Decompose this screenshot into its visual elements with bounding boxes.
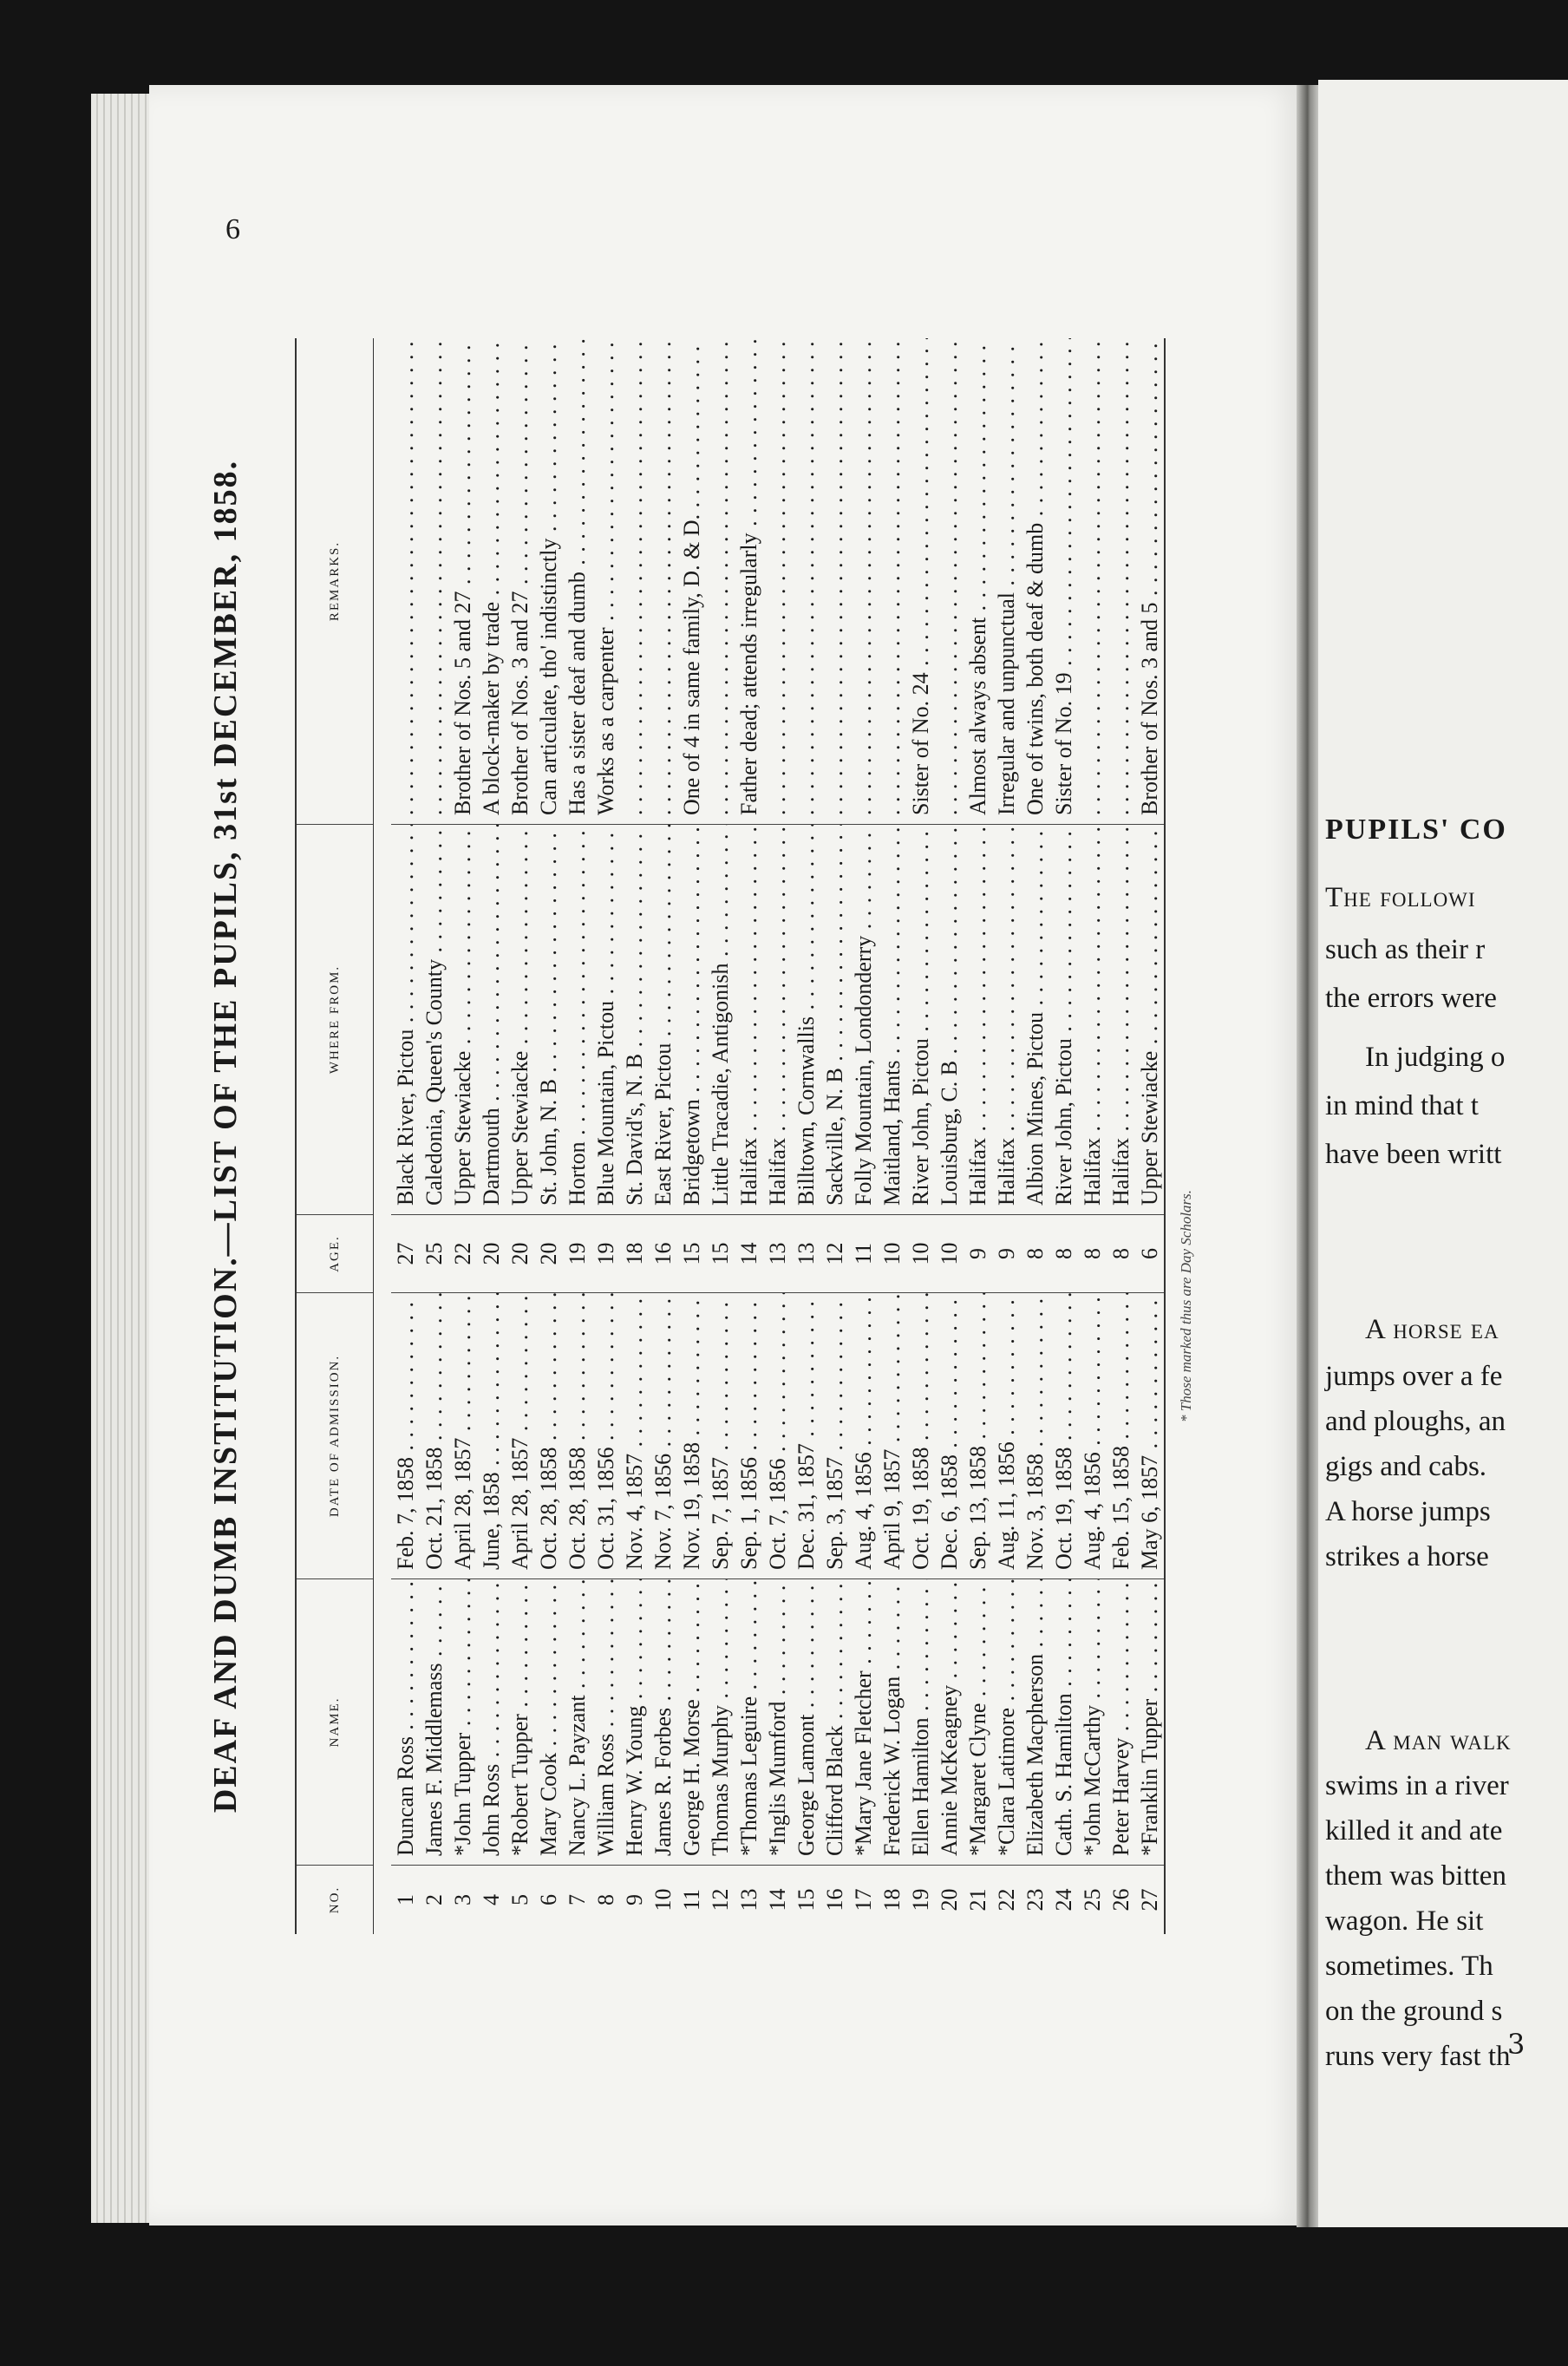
cell-date: Nov. 3, 1858 . . . bbox=[1021, 1292, 1049, 1578]
cell-date: Aug. 4, 1856 . . . bbox=[849, 1292, 878, 1578]
cell-date: Oct. 19, 1858 . . . bbox=[906, 1292, 935, 1578]
body-text-line: in mind that t bbox=[1325, 1090, 1479, 1121]
table-row bbox=[477, 338, 506, 1934]
cell-name: *Inglis Mumford . . . bbox=[763, 1578, 792, 1865]
body-text-line: A horse ea bbox=[1365, 1314, 1499, 1345]
cell-date: April 9, 1857 . . . bbox=[878, 1292, 906, 1578]
table-body bbox=[374, 338, 1164, 1934]
cell-no: 27 bbox=[1135, 1865, 1164, 1934]
cell-from: River John, Pictou . . . bbox=[1049, 824, 1078, 1214]
cell-age: 10 bbox=[935, 1214, 964, 1292]
body-text-line: A man walk bbox=[1365, 1725, 1512, 1756]
cell-name: John Ross . . . bbox=[477, 1578, 506, 1865]
cell-remarks: Father dead; attends irregularly . . . bbox=[735, 338, 763, 824]
body-text-line: swims in a river bbox=[1325, 1770, 1509, 1801]
cell-no: 16 bbox=[820, 1865, 849, 1934]
cell-remarks: Has a sister deaf and dumb . . . bbox=[563, 338, 591, 824]
cell-remarks bbox=[792, 338, 820, 824]
cell-date: Dec. 6, 1858 . . . bbox=[935, 1292, 964, 1578]
cell-date: Sep. 3, 1857 . . . bbox=[820, 1292, 849, 1578]
footnote: * Those marked thus are Day Scholars. bbox=[1178, 1189, 1194, 1422]
table-header bbox=[297, 338, 374, 1934]
body-text-line: wagon. He sit bbox=[1325, 1905, 1484, 1937]
table-row bbox=[906, 338, 935, 1934]
cell-remarks: Almost always absent . . . bbox=[964, 338, 992, 824]
cell-no: 14 bbox=[763, 1865, 792, 1934]
cell-remarks bbox=[1107, 338, 1135, 824]
table-row bbox=[735, 338, 763, 1934]
body-text-line: gigs and cabs. bbox=[1325, 1451, 1487, 1482]
table-row bbox=[649, 338, 677, 1934]
cell-no: 6 bbox=[534, 1865, 563, 1934]
cell-remarks: Sister of No. 24 . . . bbox=[906, 338, 935, 824]
cell-remarks: Brother of Nos. 3 and 5 . . . bbox=[1135, 338, 1164, 824]
cell-age: 10 bbox=[878, 1214, 906, 1292]
table-row bbox=[964, 338, 992, 1934]
cell-age: 11 bbox=[849, 1214, 878, 1292]
pupil-list-table-rotated bbox=[182, 208, 1205, 1943]
cell-remarks bbox=[620, 338, 649, 824]
right-page-heading: PUPILS' CO bbox=[1325, 814, 1507, 846]
cell-remarks bbox=[649, 338, 677, 824]
cell-age: 9 bbox=[964, 1214, 992, 1292]
cell-from: St. David's, N. B . . . bbox=[620, 824, 649, 1214]
cell-no: 1 bbox=[391, 1865, 420, 1934]
body-text-line: and ploughs, an bbox=[1325, 1406, 1506, 1437]
cell-no: 8 bbox=[591, 1865, 620, 1934]
table-row bbox=[849, 338, 878, 1934]
cell-no: 25 bbox=[1078, 1865, 1107, 1934]
cell-from: East River, Pictou . . . bbox=[649, 824, 677, 1214]
cell-no: 12 bbox=[706, 1865, 735, 1934]
header-name: NAME. bbox=[297, 1578, 373, 1865]
cell-from: Horton . . . bbox=[563, 824, 591, 1214]
cell-age: 8 bbox=[1078, 1214, 1107, 1292]
header-where-from: WHERE FROM. bbox=[297, 824, 373, 1214]
cell-age: 8 bbox=[1107, 1214, 1135, 1292]
cell-date: Sep. 1, 1856 . . . bbox=[735, 1292, 763, 1578]
cell-age: 19 bbox=[563, 1214, 591, 1292]
cell-from: Halifax . . . bbox=[992, 824, 1021, 1214]
cell-from: Halifax . . . bbox=[1107, 824, 1135, 1214]
cell-from: Upper Stewiacke . . . bbox=[448, 824, 477, 1214]
cell-age: 20 bbox=[506, 1214, 534, 1292]
body-text-line: such as their r bbox=[1325, 934, 1486, 965]
cell-from: Halifax . . . bbox=[1078, 824, 1107, 1214]
cell-from: St. John, N. B . . . bbox=[534, 824, 563, 1214]
cell-age: 8 bbox=[1049, 1214, 1078, 1292]
cell-date: Oct. 21, 1858 . . . bbox=[420, 1292, 448, 1578]
cell-name: William Ross . . . bbox=[591, 1578, 620, 1865]
cell-name: Frederick W. Logan . . . bbox=[878, 1578, 906, 1865]
cell-name: Peter Harvey . . . bbox=[1107, 1578, 1135, 1865]
cell-remarks bbox=[1078, 338, 1107, 824]
right-page bbox=[1318, 80, 1568, 2227]
table-row bbox=[1049, 338, 1078, 1934]
cell-no: 7 bbox=[563, 1865, 591, 1934]
cell-date: Aug. 11, 1856 . . . bbox=[992, 1292, 1021, 1578]
body-text-line: runs very fast th bbox=[1325, 2041, 1511, 2072]
cell-name: Cath. S. Hamilton . . . bbox=[1049, 1578, 1078, 1865]
cell-no: 22 bbox=[992, 1865, 1021, 1934]
header-date: DATE OF ADMISSION. bbox=[297, 1292, 373, 1578]
cell-from: Blue Mountain, Pictou . . . bbox=[591, 824, 620, 1214]
table-row bbox=[391, 338, 420, 1934]
table-row bbox=[935, 338, 964, 1934]
cell-name: *Thomas Leguire . . . bbox=[735, 1578, 763, 1865]
cell-age: 15 bbox=[706, 1214, 735, 1292]
cell-no: 4 bbox=[477, 1865, 506, 1934]
cell-no: 11 bbox=[677, 1865, 706, 1934]
body-text-line: The followi bbox=[1325, 882, 1476, 913]
cell-from: Louisburg, C. B . . . bbox=[935, 824, 964, 1214]
cell-date: Oct. 7, 1856 . . . bbox=[763, 1292, 792, 1578]
table-row bbox=[620, 338, 649, 1934]
cell-remarks bbox=[763, 338, 792, 824]
cell-age: 10 bbox=[906, 1214, 935, 1292]
cell-date: Aug. 4, 1856 . . . bbox=[1078, 1292, 1107, 1578]
table-row bbox=[591, 338, 620, 1934]
cell-age: 9 bbox=[992, 1214, 1021, 1292]
cell-age: 14 bbox=[735, 1214, 763, 1292]
cell-name: Clifford Black . . . bbox=[820, 1578, 849, 1865]
cell-age: 20 bbox=[477, 1214, 506, 1292]
cell-remarks: A block-maker by trade . . . bbox=[477, 338, 506, 824]
cell-name: Nancy L. Payzant . . . bbox=[563, 1578, 591, 1865]
cell-from: Black River, Pictou . . . bbox=[391, 824, 420, 1214]
cell-date: Oct. 28, 1858 . . . bbox=[534, 1292, 563, 1578]
cell-age: 8 bbox=[1021, 1214, 1049, 1292]
cell-remarks bbox=[849, 338, 878, 824]
cell-name: *Robert Tupper . . . bbox=[506, 1578, 534, 1865]
cell-no: 10 bbox=[649, 1865, 677, 1934]
table-row bbox=[506, 338, 534, 1934]
cell-remarks: Brother of Nos. 5 and 27 . . . bbox=[448, 338, 477, 824]
table-row bbox=[1021, 338, 1049, 1934]
cell-remarks: Brother of Nos. 3 and 27 . . . bbox=[506, 338, 534, 824]
cell-age: 13 bbox=[792, 1214, 820, 1292]
cell-remarks: Can articulate, tho' indistinctly . . . bbox=[534, 338, 563, 824]
page-number: 6 bbox=[225, 213, 240, 245]
table-row bbox=[677, 338, 706, 1934]
table-row bbox=[1107, 338, 1135, 1934]
cell-name: Thomas Murphy . . . bbox=[706, 1578, 735, 1865]
cell-name: Henry W. Young . . . bbox=[620, 1578, 649, 1865]
cell-date: Nov. 7, 1856 . . . bbox=[649, 1292, 677, 1578]
cell-no: 26 bbox=[1107, 1865, 1135, 1934]
cell-remarks bbox=[706, 338, 735, 824]
cell-from: Halifax . . . bbox=[964, 824, 992, 1214]
cell-date: Sep. 13, 1858 . . . bbox=[964, 1292, 992, 1578]
cell-name: *Franklin Tupper . . . bbox=[1135, 1578, 1164, 1865]
body-text-line: have been writt bbox=[1325, 1139, 1502, 1170]
cell-name: James F. Middlemass . . . bbox=[420, 1578, 448, 1865]
cell-age: 15 bbox=[677, 1214, 706, 1292]
cell-name: *Mary Jane Fletcher . . . bbox=[849, 1578, 878, 1865]
cell-no: 17 bbox=[849, 1865, 878, 1934]
table-row bbox=[878, 338, 906, 1934]
cell-no: 21 bbox=[964, 1865, 992, 1934]
cell-remarks bbox=[820, 338, 849, 824]
pupil-table bbox=[295, 338, 1166, 1934]
cell-date: Oct. 19, 1858 . . . bbox=[1049, 1292, 1078, 1578]
page-title: DEAF AND DUMB INSTITUTION.—LIST OF THE PUPILS, 31st DECEMBER, 1858. bbox=[207, 459, 244, 1814]
body-text-line: jumps over a fe bbox=[1325, 1361, 1503, 1392]
cell-date: Dec. 31, 1857 . . . bbox=[792, 1292, 820, 1578]
cell-no: 19 bbox=[906, 1865, 935, 1934]
cell-date: May 6, 1857 . . . bbox=[1135, 1292, 1164, 1578]
cell-remarks bbox=[420, 338, 448, 824]
cell-age: 18 bbox=[620, 1214, 649, 1292]
table-row bbox=[706, 338, 735, 1934]
cell-name: George Lamont . . . bbox=[792, 1578, 820, 1865]
cell-no: 18 bbox=[878, 1865, 906, 1934]
table-row bbox=[763, 338, 792, 1934]
cell-name: *John Tupper . . . bbox=[448, 1578, 477, 1865]
cell-no: 13 bbox=[735, 1865, 763, 1934]
header-age: AGE. bbox=[297, 1214, 373, 1292]
cell-date: Nov. 4, 1857 . . . bbox=[620, 1292, 649, 1578]
cell-no: 15 bbox=[792, 1865, 820, 1934]
body-text-line: the errors were bbox=[1325, 983, 1497, 1014]
cell-name: *Margaret Clyne . . . bbox=[964, 1578, 992, 1865]
cell-from: Caledonia, Queen's County . . . bbox=[420, 824, 448, 1214]
cell-date: Oct. 28, 1858 . . . bbox=[563, 1292, 591, 1578]
cell-remarks: Sister of No. 19 . . . bbox=[1049, 338, 1078, 824]
cell-name: *John McCarthy . . . bbox=[1078, 1578, 1107, 1865]
header-no: NO. bbox=[297, 1865, 373, 1934]
cell-remarks: Works as a carpenter . . . bbox=[591, 338, 620, 824]
body-text-line: them was bitten bbox=[1325, 1860, 1506, 1892]
cell-name: Ellen Hamilton . . . bbox=[906, 1578, 935, 1865]
cell-remarks: Irregular and unpunctual . . . bbox=[992, 338, 1021, 824]
cell-from: Folly Mountain, Londonderry . . . bbox=[849, 824, 878, 1214]
cell-date: Feb. 15, 1858 . . . bbox=[1107, 1292, 1135, 1578]
cell-from: Billtown, Cornwallis . . . bbox=[792, 824, 820, 1214]
cell-from: Halifax . . . bbox=[735, 824, 763, 1214]
cell-name: Duncan Ross . . . bbox=[391, 1578, 420, 1865]
cell-name: George H. Morse . . . bbox=[677, 1578, 706, 1865]
cell-date: April 28, 1857 . . . bbox=[506, 1292, 534, 1578]
cell-no: 23 bbox=[1021, 1865, 1049, 1934]
cell-age: 12 bbox=[820, 1214, 849, 1292]
cell-from: River John, Pictou . . . bbox=[906, 824, 935, 1214]
table-row bbox=[420, 338, 448, 1934]
cell-from: Upper Stewiacke . . . bbox=[506, 824, 534, 1214]
cell-from: Upper Stewiacke . . . bbox=[1135, 824, 1164, 1214]
table-row bbox=[534, 338, 563, 1934]
body-text-line: killed it and ate bbox=[1325, 1815, 1503, 1846]
right-page-number: 3 bbox=[1507, 2028, 1526, 2061]
cell-name: James R. Forbes . . . bbox=[649, 1578, 677, 1865]
table-row bbox=[563, 338, 591, 1934]
cell-from: Sackville, N. B . . . bbox=[820, 824, 849, 1214]
cell-no: 5 bbox=[506, 1865, 534, 1934]
table-row bbox=[820, 338, 849, 1934]
cell-from: Bridgetown . . . bbox=[677, 824, 706, 1214]
cell-no: 24 bbox=[1049, 1865, 1078, 1934]
cell-name: *Clara Latimore . . . bbox=[992, 1578, 1021, 1865]
cell-age: 19 bbox=[591, 1214, 620, 1292]
table-row bbox=[448, 338, 477, 1934]
cell-date: Oct. 31, 1856 . . . bbox=[591, 1292, 620, 1578]
cell-date: Nov. 19, 1858 . . . bbox=[677, 1292, 706, 1578]
cell-no: 9 bbox=[620, 1865, 649, 1934]
header-remarks: REMARKS. bbox=[327, 540, 342, 622]
cell-from: Albion Mines, Pictou . . . bbox=[1021, 824, 1049, 1214]
cell-age: 6 bbox=[1135, 1214, 1164, 1292]
cell-age: 25 bbox=[420, 1214, 448, 1292]
cell-age: 16 bbox=[649, 1214, 677, 1292]
cell-no: 20 bbox=[935, 1865, 964, 1934]
body-text-line: A horse jumps bbox=[1325, 1496, 1491, 1527]
cell-remarks bbox=[878, 338, 906, 824]
cell-date: April 28, 1857 . . . bbox=[448, 1292, 477, 1578]
cell-date: Feb. 7, 1858 . . . bbox=[391, 1292, 420, 1578]
cell-name: Mary Cook . . . bbox=[534, 1578, 563, 1865]
cell-name: Annie McKeagney . . . bbox=[935, 1578, 964, 1865]
table-row bbox=[1135, 338, 1164, 1934]
cell-remarks: One of twins, both deaf & dumb . . . bbox=[1021, 338, 1049, 824]
cell-age: 27 bbox=[391, 1214, 420, 1292]
page-edges bbox=[91, 94, 152, 2223]
table-row bbox=[992, 338, 1021, 1934]
cell-age: 13 bbox=[763, 1214, 792, 1292]
cell-name: Elizabeth Macpherson . . . bbox=[1021, 1578, 1049, 1865]
cell-from: Little Tracadie, Antigonish . . . bbox=[706, 824, 735, 1214]
body-text-line: strikes a horse bbox=[1325, 1541, 1489, 1572]
cell-age: 22 bbox=[448, 1214, 477, 1292]
cell-no: 3 bbox=[448, 1865, 477, 1934]
body-text-line: In judging o bbox=[1365, 1042, 1506, 1073]
cell-remarks: One of 4 in same family, D. & D. . . . bbox=[677, 338, 706, 824]
table-row bbox=[792, 338, 820, 1934]
table-row bbox=[1078, 338, 1107, 1934]
cell-from: Dartmouth . . . bbox=[477, 824, 506, 1214]
cell-date: June, 1858 . . . bbox=[477, 1292, 506, 1578]
body-text-line: sometimes. Th bbox=[1325, 1951, 1493, 1982]
cell-remarks bbox=[391, 338, 420, 824]
cell-age: 20 bbox=[534, 1214, 563, 1292]
cell-from: Halifax . . . bbox=[763, 824, 792, 1214]
cell-from: Maitland, Hants . . . bbox=[878, 824, 906, 1214]
book-gutter bbox=[1297, 85, 1321, 2227]
body-text-line: on the ground s bbox=[1325, 1996, 1503, 2027]
cell-remarks bbox=[935, 338, 964, 824]
cell-no: 2 bbox=[420, 1865, 448, 1934]
cell-date: Sep. 7, 1857 . . . bbox=[706, 1292, 735, 1578]
